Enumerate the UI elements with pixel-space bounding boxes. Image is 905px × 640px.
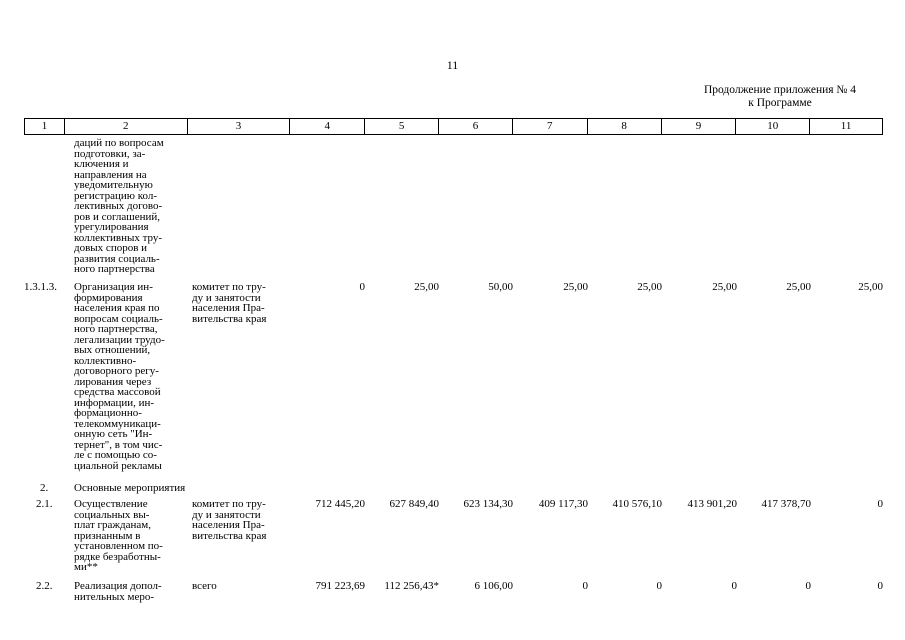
row-2-number: 2.	[40, 482, 49, 494]
row-21-col5: 627 849,40	[389, 498, 439, 510]
row-21-col7: 409 117,30	[538, 498, 588, 510]
appendix-caption	[620, 84, 905, 110]
header-col-10: 10	[736, 119, 810, 134]
row-22-col8: 0	[656, 580, 662, 592]
row-21-executor: комитет по тру- ду и занятости населения Пра- вительства края	[192, 498, 267, 542]
row-21-col9: 413 901,20	[687, 498, 737, 510]
row-1313-col10: 25,00	[786, 281, 811, 293]
header-col-4: 4	[290, 119, 365, 134]
header-col-6: 6	[439, 119, 513, 134]
header-col-11: 11	[840, 120, 852, 132]
row-22-col6: 6 106,00	[474, 580, 513, 592]
header-col-1: 1	[25, 119, 65, 134]
row-22-col4: 791 223,69	[315, 580, 365, 592]
row-22-col9: 0	[731, 580, 737, 592]
row-22-col10: 0	[805, 580, 811, 592]
row-22-number: 2.2.	[36, 580, 53, 592]
row-1313-number: 1.3.1.3.	[24, 281, 57, 293]
row-22-col7: 0	[582, 580, 588, 592]
row-1313-col9: 25,00	[712, 281, 737, 293]
header-col-7: 7	[513, 119, 588, 134]
row-22-executor: всего	[192, 580, 217, 592]
row-22-col11: 0	[877, 580, 883, 592]
appendix-line-1: Продолжение приложения № 4	[703, 84, 857, 96]
row-21-name: Осуществление социальных вы- плат гражданам, признанным в установленном по- рядке безработны- ми**	[74, 498, 163, 573]
header-col-8: 8	[588, 119, 662, 134]
header-col-2: 2	[65, 119, 188, 134]
row-22-name: Реализация допол- нительных меро-	[74, 580, 162, 603]
row-22-col5: 112 256,43*	[384, 580, 439, 592]
header-col-9: 9	[662, 119, 737, 134]
row-21-col10: 417 378,70	[761, 498, 811, 510]
row-21-number: 2.1.	[36, 498, 53, 510]
row-1313-col6: 50,00	[488, 281, 513, 293]
row-21-col4: 712 445,20	[315, 498, 365, 510]
row-1313-col7: 25,00	[563, 281, 588, 293]
header-col-3: 3	[188, 119, 291, 134]
row-21-col6: 623 134,30	[463, 498, 513, 510]
page-number: 11	[446, 58, 459, 72]
table-header-row	[24, 118, 883, 135]
row-1313-col5: 25,00	[414, 281, 439, 293]
row-1313-col8: 25,00	[637, 281, 662, 293]
row-1313-executor: комитет по тру- ду и занятости населения Пра- вительства края	[192, 281, 267, 325]
row-21-col8: 410 576,10	[612, 498, 662, 510]
header-col-5: 5	[365, 119, 439, 134]
continued-item-name: даций по вопросам подготовки, за- ключения и направления на уведомительную регистрацию кол- лективных догово- ров и соглашений, урегулирования коллективных тру- довых споров и развития социаль- ного партнерства	[74, 137, 164, 275]
row-2-name: Основные мероприятия	[74, 482, 186, 494]
row-1313-name: Организация ин- формирования населения края по вопросам социаль- ного партнерства, легализации трудо- вых отношений, коллективно- договорного регу- лирования через средства массовой информации, ин- формационно- телекоммуникаци- онную сеть "Ин- тернет", в том чис- ле с помощью со- циальной рекламы	[74, 281, 165, 472]
row-1313-col4: 0	[359, 281, 365, 293]
row-21-col11: 0	[877, 498, 883, 510]
appendix-line-2: к Программе	[748, 97, 812, 109]
row-1313-col11: 25,00	[858, 281, 883, 293]
